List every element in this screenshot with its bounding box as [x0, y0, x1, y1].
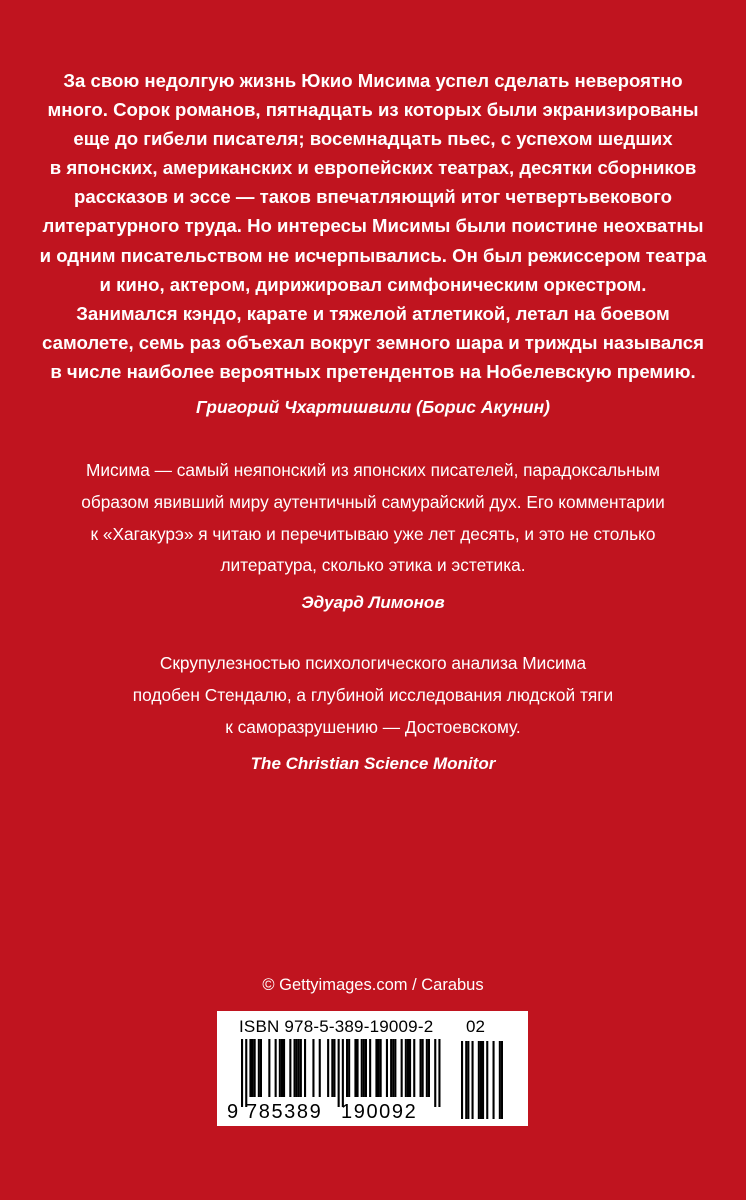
- barcode-bar: [304, 1039, 306, 1097]
- addon-bar: [482, 1041, 484, 1119]
- barcode-bar: [319, 1039, 321, 1097]
- barcode-bar: [275, 1039, 277, 1097]
- quote-line: в числе наиболее вероятных претендентов на Нобелевскую премию.: [50, 360, 696, 382]
- addon-bar: [472, 1041, 474, 1119]
- barcode-bar: [281, 1039, 283, 1097]
- quote-line: еще до гибели писателя; восемнадцать пьес, с успехом шедших: [73, 128, 673, 150]
- barcode-bar: [283, 1039, 285, 1097]
- addon-bar: [480, 1041, 482, 1119]
- quote-line: Мисима — самый неяпонский из японских писателей, парадоксальным: [85, 460, 661, 480]
- quote-csmonitor: [0, 648, 746, 777]
- barcode-digits-left: 785389: [246, 1101, 323, 1123]
- quote-line: За свою недолгую жизнь Юкио Мисима успел сделать невероятно: [63, 70, 683, 91]
- barcode-bar: [420, 1039, 422, 1097]
- barcode-bar: [363, 1039, 365, 1097]
- quote-author: Эдуард Лимонов: [301, 593, 445, 613]
- barcode-bar: [289, 1039, 291, 1097]
- barcode-bar: [298, 1039, 300, 1097]
- barcode-bar: [348, 1039, 350, 1097]
- barcode-bar: [300, 1039, 302, 1097]
- barcode-bar: [392, 1039, 394, 1097]
- barcode-digit-first: 9: [227, 1101, 240, 1123]
- barcode-bar: [354, 1039, 356, 1097]
- quote-author: The Christian Science Monitor: [250, 754, 496, 774]
- barcode-bar: [380, 1039, 382, 1097]
- quote-line: много. Сорок романов, пятнадцать из которых были экранизированы: [47, 99, 699, 121]
- barcode-bar: [434, 1039, 436, 1107]
- barcode-bar: [333, 1039, 335, 1097]
- barcode-bar: [249, 1039, 251, 1097]
- barcode-bar: [296, 1039, 298, 1097]
- barcode-bar: [369, 1039, 371, 1097]
- quote-line: к «Хагакурэ» я читаю и перечитываю уже лет десять, и это не столько: [90, 523, 656, 544]
- quote-line: и кино, актером, дирижировал симфоническим оркестром.: [99, 273, 647, 295]
- barcode-bar: [331, 1039, 333, 1097]
- quote-line: литературного труда. Но интересы Мисимы были поистине неохватны: [42, 215, 704, 237]
- barcode-bar: [294, 1039, 296, 1097]
- quote-line: литература, сколько этика и эстетика.: [220, 555, 526, 576]
- barcode-bar: [245, 1039, 247, 1107]
- barcode-bar: [338, 1039, 340, 1107]
- barcode-digits-right: 190092: [341, 1101, 418, 1123]
- addon-bar: [501, 1041, 503, 1119]
- isbn-barcode: [217, 1011, 528, 1126]
- barcode-bar: [394, 1039, 396, 1097]
- isbn-addon-label: 02: [466, 1017, 485, 1036]
- quote-author: Григорий Чхартишвили (Борис Акунин): [195, 397, 551, 418]
- barcode-bar: [241, 1039, 243, 1107]
- barcode-bar: [342, 1039, 344, 1107]
- barcode-bar: [428, 1039, 430, 1097]
- barcode-bar: [413, 1039, 415, 1097]
- barcode-bar: [390, 1039, 392, 1097]
- barcode-bar: [252, 1039, 254, 1097]
- barcode-bar: [407, 1039, 409, 1097]
- barcode-bar: [378, 1039, 380, 1097]
- quote-limonov: [0, 455, 746, 616]
- addon-bar: [493, 1041, 495, 1119]
- barcode-bar: [409, 1039, 411, 1097]
- quote-line: к саморазрушению — Достоевскому.: [225, 716, 521, 737]
- quote-line: подобен Стендалю, а глубиной исследования людской тяги: [132, 684, 614, 705]
- addon-bar: [467, 1041, 469, 1119]
- barcode-bar: [327, 1039, 329, 1097]
- quote-line: Занимался кэндо, карате и тяжелой атлетикой, летал на боевом: [76, 302, 670, 324]
- quote-akunin: [0, 66, 746, 421]
- barcode-bar: [405, 1039, 407, 1097]
- quote-line: самолете, семь раз объехал вокруг земного шара и трижды назывался: [42, 331, 704, 353]
- barcode-bar: [401, 1039, 403, 1097]
- quote-line: Скрупулезностью психологического анализа Мисима: [159, 653, 587, 673]
- addon-bar: [486, 1041, 488, 1119]
- addon-bar: [478, 1041, 480, 1119]
- barcode-bar: [260, 1039, 262, 1097]
- quote-line: в японских, американских и европейских театрах, десятки сборников: [49, 157, 697, 179]
- barcode-bar: [386, 1039, 388, 1097]
- quote-line: и одним писательством не исчерпывались. Он был режиссером театра: [39, 244, 707, 266]
- barcode-bar: [254, 1039, 256, 1097]
- barcode-bar: [365, 1039, 367, 1097]
- quote-line: рассказов и эссе — таков впечатляющий итог четвертьвекового: [74, 186, 672, 208]
- quote-line: образом явивший миру аутентичный самурайский дух. Его комментарии: [81, 491, 665, 512]
- barcode-bar: [268, 1039, 270, 1097]
- barcode-bar: [258, 1039, 260, 1097]
- addon-bar: [461, 1041, 463, 1119]
- barcode-bar: [375, 1039, 377, 1097]
- barcode-bar: [279, 1039, 281, 1097]
- barcode-bar: [426, 1039, 428, 1097]
- barcode-bar: [312, 1039, 314, 1097]
- isbn-label: ISBN 978-5-389-19009-2: [239, 1017, 434, 1036]
- barcode-bar: [438, 1039, 440, 1107]
- photo-credit: © Gettyimages.com / Carabus: [262, 976, 484, 994]
- barcode-bar: [361, 1039, 363, 1097]
- barcode-bar: [422, 1039, 424, 1097]
- barcode-bar: [346, 1039, 348, 1097]
- barcode-bar: [357, 1039, 359, 1097]
- addon-bar: [499, 1041, 501, 1119]
- addon-bar: [465, 1041, 467, 1119]
